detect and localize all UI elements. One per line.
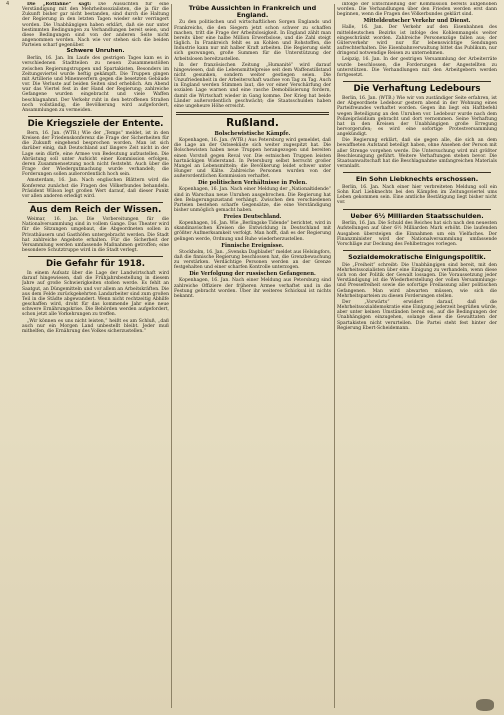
article-free-germany: Kopenhagen, 16. Jan. Wie „Berlingske Tidende“ berichtet, wird in skandinavischen Kreisen die Entwicklung in Deutschland mit größter Aufmerksamkeit verfolgt. Man hofft, daß es der Regierung gelingen werde, Ordnung und Ruhe wiederherzustellen. [174,221,331,242]
article-prisoners: Kopenhagen, 16. Jan. Nach einer Meldung aus Petersburg sind zahlreiche Offiziere der früheren Armee verhaftet und in die Festung gebracht worden. Über ihr weiteres Schicksal ist nichts bekannt. [174,278,331,299]
headline-liebknecht-son: Ein Sohn Liebknechts erschossen. [355,175,479,184]
article-ledebour-2: Die Regierung erklärt, daß sie gegen alle, die sich an dem bewaffneten Aufstand beteiligt haben, ohne Ansehen der Person mit aller Strenge vorgehen werde. Die Untersuchung wird mit größter Beschleunigung geführt. Weitere Verhaftungen stehen bevor. Die Staatsanwaltschaft hat die Beschlagnahme umfangreichen Materials veranlaßt. [337,138,497,170]
subhead-bolshevik: Bolschewistische Kämpfe. [214,131,291,138]
headline-russia: Rußland. [226,117,279,130]
subhead-finland: Finnische Ereignisse. [221,242,284,249]
separator [343,81,491,82]
separator [28,116,163,117]
article-war-aims: Bern, 16. Jan. (WTB.) Wie der „Temps“ meldet, ist in den Kreisen der Friedenskonferenz die Frage der Sicherheiten für die Zukunft eingehend besprochen worden. Man ist sich darüber einig, daß Deutschland auf längere Zeit nicht in der Lage sein dürfe, eine Armee von Bedeutung aufzustellen. Die Abrüstung soll unter Aufsicht einer Kommission erfolgen, deren Zusammensetzung noch nicht feststeht. Auch über die Frage der Wiedergutmachung wurde verhandelt; die Forderungen sollen außerordentlich hoch sein. [22,131,169,178]
article-continued: infolge der Entschließung der Kommission bereits aufgehoben worden. Die Verhandlungen über den Frieden werden erst dann beginnen, wenn die Fragen des Völkerbundes geklärt sind. [337,2,497,18]
intro-text: Die Aussichten für eine Verständigung mit den Mehrheitssozialisten, die ja für die Zukunft bisher gar nicht bestanden, sind durch die Haltung der Regierung in den letzten Tagen wieder sehr verringert worden. Die Unabhängigen haben erklärt, daß sie nur unter bestimmten Bedingungen zu Verhandlungen bereit seien, und diese Bedingungen sind von der anderen Seite nicht angenommen worden. Nach wie vor stehen sich die beiden Parteien scharf gegenüber. [22,2,169,49]
column-3 [337,2,497,712]
separator [343,209,491,210]
article-france-england: Zu den politischen und wirtschaftlichen Sorgen Englands und Frankreichs, die den Siegern jetzt schon schwer zu schaffen machen, tritt die Frage der Arbeitslosigkeit. In England zählt man bereits über eine halbe Million Erwerbslose, und die Zahl steigt täglich. In Frankreich fehlt es an Kohlen und Rohstoffen, die Industrie kann nur mit halber Kraft arbeiten. Die Regierung sieht sich gezwungen, große Summen für die Unterstützung der Arbeitslosen bereitzustellen. [174,20,331,62]
article-traffic: Halle, 16. Jan. Der Verkehr auf den Eisenbahnen des mitteldeutschen Bezirks ist infolge des Kohlenmangels weiter eingeschränkt worden. Zahlreiche Personenzüge fallen aus; der Güterverkehr wird nur für lebenswichtige Sendungen aufrechterhalten. Die Eisenbahnverwaltung bittet das Publikum, nur dringend notwendige Reisen zu unternehmen. [337,25,497,57]
headline-weimar: Aus dem Reich der Wissen. [29,205,162,216]
subhead-prisoners: Die Verfolgung der russischen Gefangenen. [189,271,316,278]
headline-war-aims: Die Kriegsziele der Entente. [27,118,164,129]
article-bolshevik: Kopenhagen, 16. Jan. (WTB.) Aus Petersburg wird gemeldet, daß die Lage an der Ostseeküste sich weiter zugespitzt hat. Die Bolschewisten haben neue Truppen herangezogen und bereiten einen Vorstoß gegen Reval vor. Die estnischen Truppen leisten hartnäckigen Widerstand. In Petersburg selbst herrscht großer Mangel an Lebensmitteln; die Bevölkerung leidet schwer unter Hunger und Kälte. Zahlreiche Personen wurden von der außerordentlichen Kommission verhaftet. [174,138,331,180]
subhead-traffic: Mitteldeutscher Verkehr und Dienst. [363,18,471,25]
headline-unity-policy: Sozialdemokratische Einigungspolitik. [348,253,486,262]
intro-lead: Die „Rotfahne“ sagt: [27,2,92,7]
article-france-england-2: In der französischen Zeitung „Humanité“ wird darauf hingewiesen, daß die Lebensmittelpreise seit dem Waffenstillstand nicht gesunken, sondern weiter gestiegen seien. Die Unzufriedenheit in der Arbeiterschaft wachse von Tag zu Tag. Auch in England werden Stimmen laut, die vor einer Verschärfung der sozialen Lage warnen und eine rasche Demobilisierung fordern, damit die Wirtschaft wieder in Gang komme. Der Krieg hat beide Länder außerordentlich geschwächt; die Staatsschulden haben eine ungeheure Höhe erreicht. [174,62,331,109]
separator [343,172,491,173]
headline-ledebour: Die Verhaftung Ledebours [353,84,481,95]
article-weimar: Weimar, 16. Jan. Die Vorbereitungen für die Nationalversammlung sind in vollem Gange. Das Theater wird für die Sitzungen umgebaut, die Abgeordneten sollen in Privathäusern und Gasthöfen untergebracht werden. Die Stadt hat zahlreiche Angebote erhalten. Für die Sicherheit der Versammlung werden umfassende Maßnahmen getroffen; eine besondere Schutztruppe wird in die Stadt verlegt. [22,217,169,253]
article-ledebour: Berlin, 16. Jan. (WTB.) Wie wir von zuständiger Seite erfahren, ist der Abgeordnete Ledebour gestern abend in der Wohnung eines Parteifreundes verhaftet worden. Gegen ihn liegt ein Haftbefehl wegen Beteiligung an den Unruhen vor. Ledebour wurde nach dem Polizeipräsidium gebracht und dort vernommen. Seine Verhaftung hat in den Kreisen der Unabhängigen große Erregung hervorgerufen; es wird eine sofortige Protestversammlung angekündigt. [337,96,497,138]
separator [28,256,163,257]
double-rule [176,112,329,115]
column-1 [22,2,169,712]
article-traffic-2: Leipzig, 16. Jan. In der gestrigen Versammlung der Arbeiterräte wurde beschlossen, die Forderungen der Angestellten zu unterstützen. Die Verhandlungen mit den Arbeitgebern werden fortgesetzt. [337,57,497,78]
headline-debt: Ueber 6½ Milliarden Staatsschulden. [350,211,484,220]
article-finland: Stockholm, 16. Jan. „Svenska Dagbladet“ meldet aus Helsingfors, daß die finnische Regierung beschlossen hat, die Grenzbewachung zu verstärken. Verdächtige Personen werden an der Grenze festgehalten und einer scharfen Kontrolle unterzogen. [174,249,331,271]
headline-france-england: Trübe Aussichten in Frankreich und England. [188,4,317,19]
column-rule-1 [171,4,172,708]
column-2 [174,2,331,712]
article-war-aims-2: Amsterdam, 16. Jan. Nach englischen Blättern wird die Konferenz zunächst die Fragen des Völkerbundes behandeln. Präsident Wilson legt großen Wert darauf, daß dieser Punkt vor allen anderen erledigt wird. [22,178,169,199]
ink-smudge [476,699,494,711]
article-liebknecht-son: Berlin, 16. Jan. Nach einer hier verbreiteten Meldung soll ein Sohn Karl Liebknechts bei den Kämpfen im Zeitungsviertel ums Leben gekommen sein. Eine amtliche Bestätigung liegt bisher nicht vor. [337,184,497,206]
separator [28,202,163,203]
article-unrest: Berlin, 16. Jan. Im Laufe des gestrigen Tages kam es in verschiedenen Stadtteilen zu neuen Zusammenstößen zwischen Regierungstruppen und Spartakisten. Besonders im Zeitungsviertel wurde heftig gekämpft. Die Truppen gingen mit Artillerie und Minenwerfern gegen die besetzten Gebäude vor. Die Verluste auf beiden Seiten sind erheblich. Am Abend war das Viertel fest in der Hand der Regierung; zahlreiche Gefangene wurden eingebracht und viele Waffen beschlagnahmt. Der Verkehr ruht in den betroffenen Straßen noch vollständig, die Bevölkerung wird aufgefordert, Ansammlungen zu vermeiden. [22,56,169,113]
subhead-poland: Die politischen Verhältnisse in Polen. [197,180,308,187]
article-unity-policy-2: Der „Vorwärts“ erwidert darauf, daß die Mehrheitssozialdemokratie eine Einigung jederzeit begrüßen würde, aber unter keinen Umständen bereit sei, auf die Bedingungen der Unabhängigen einzugehen, solange diese die Gewalttaten der Spartakisten nicht verurteilen. Die Partei steht fest hinter der Regierung Ebert-Scheidemann. [337,299,497,331]
subhead-free-germany: Freies Deutschland. [223,214,282,221]
article-unity-policy: Die „Freiheit“ schreibt: Die Unabhängigen sind bereit, mit den Mehrheitssozialisten über eine Einigung zu verhandeln, wenn diese sich von der Politik der Gewalt lossagen. Die Voraussetzung jeder Verständigung ist die Wiederherstellung der vollen Versammlungs- und Pressefreiheit sowie die sofortige Freilassung aller politischen Gefangenen. Man wird abwarten müssen, wie sich die Mehrheitsparteien zu diesen Forderungen stellen. [337,262,497,299]
separator [343,250,491,251]
article-debt: Berlin, 16. Jan. Die Schuld des Reiches hat sich nach den neuesten Aufstellungen auf über 6½ Milliarden Mark erhöht. Die laufenden Ausgaben übersteigen die Einnahmen um ein Vielfaches. Der Finanzminister wird der Nationalversammlung umfassende Vorschläge zur Deckung des Fehlbetrages vorlegen. [337,221,497,247]
article-danger-2: „Wir können es uns nicht leisten,“ heißt es am Schluß, „daß auch nur ein Morgen Land unbestellt bleibt. Jeder muß mithelfen, die Ernährung des Volkes sicherzustellen.“ [22,318,169,334]
column-rule-2 [334,4,335,708]
article-danger: In einem Aufsatz über die Lage der Landwirtschaft wird darauf hingewiesen, daß die Frühjahrsbestellung in diesem Jahre auf große Schwierigkeiten stoßen werde. Es fehlt an Saatgut, an Düngemitteln und vor allem an Arbeitskräften. Die aus dem Felde zurückgekehrten Landarbeiter sind zum großen Teil in die Städte abgewandert. Wenn nicht rechtzeitig Abhilfe geschaffen wird, droht für das kommende Jahr eine neue schwere Ernährungskrise. Die Behörden werden aufgefordert, schon jetzt alle Vorkehrungen zu treffen. [22,271,169,318]
article-poland: Kopenhagen, 16. Jan. Nach einer Meldung der „Nationaltidende“ sind in Warschau neue Unruhen ausgebrochen. Die Regierung hat den Belagerungszustand verhängt. Zwischen den verschiedenen Parteien bestehen scharfe Gegensätze, die eine Verständigung bisher unmöglich gemacht haben. [174,187,331,213]
headline-unrest: Schwere Unruhen. [66,48,125,55]
intro-paragraph [22,2,169,48]
page-number: 4 [6,1,10,7]
headline-danger: Die Gefahr für 1918. [46,259,145,270]
